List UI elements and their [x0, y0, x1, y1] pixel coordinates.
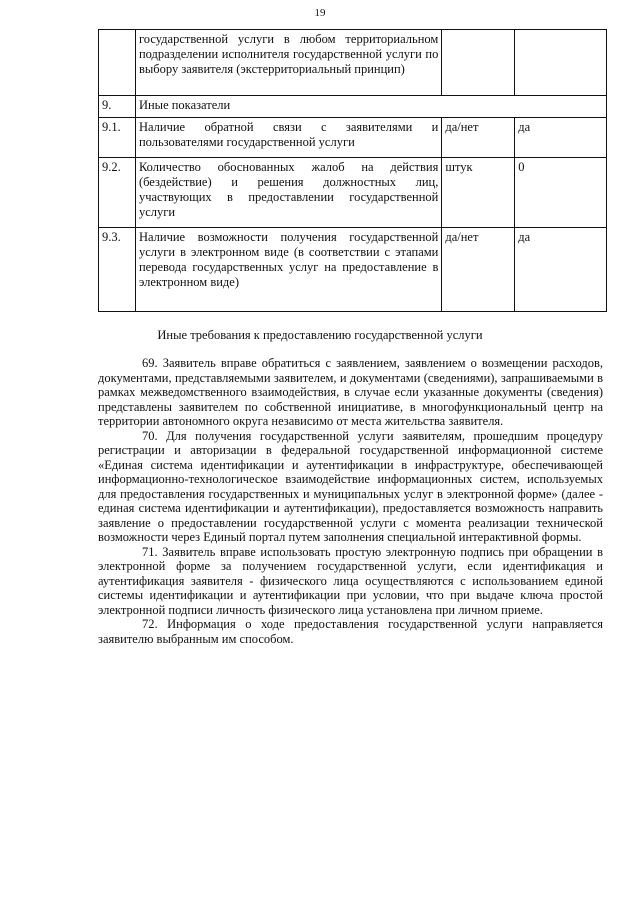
row-description: Наличие возможности получения государственной услуги в электронном виде (в соответствии с этапами перевода государственных услуг на предоставление в электронном виде) [135, 228, 441, 312]
table-row [99, 228, 607, 312]
row-number: 9.1. [99, 118, 136, 158]
row-unit: да/нет [442, 118, 515, 158]
table-row [99, 158, 607, 228]
row-description: государственной услуги в любом территориальном подразделении исполнителя государственной услуги по выбору заявителя (экстерриториальный принцип) [135, 30, 441, 96]
row-value: да [515, 118, 607, 158]
paragraph-71: 71. Заявитель вправе использовать простую электронную подпись при обращении в электронной форме за получением государственной услуги, если идентификация и аутентификация заявителя - физического лица осуществляются с использованием единой системы идентификации и аутентификации при условии, что при выдаче ключа простой электронной подписи личность физического лица установлена при личном приеме. [98, 544, 603, 617]
row-number: 9.2. [99, 158, 136, 228]
paragraph-69: 69. Заявитель вправе обратиться с заявлением, заявлением о возмещении расходов, документами, представляемыми заявителем, и документами (сведениями), запрашиваемыми в рамках межведомственного взаимодействия, в случае если указанные документы (сведения) представлены заявителем по собственной инициативе, в многофункциональный центр на территории автономного округа независимо от места жительства заявителя. [98, 356, 603, 428]
row-unit: да/нет [442, 228, 515, 312]
row-value: 0 [515, 158, 607, 228]
row-number: 9. [99, 96, 136, 118]
page-number: 19 [314, 7, 326, 19]
row-number [99, 30, 136, 96]
row-number: 9.3. [99, 228, 136, 312]
row-unit [442, 30, 515, 96]
paragraph-72: 72. Информация о ходе предоставления государственной услуги направляется заявителю выбранным им способом. [98, 617, 603, 646]
paragraph-70: 70. Для получения государственной услуги заявителям, прошедшим процедуру регистрации и авторизации в федеральной государственной информационной системе «Единая система идентификации и аутентификации в инфраструктуре, обеспечивающей информационно-технологическое взаимодействие информационных систем, используемых для предоставления государственных и муниципальных услуг в электронной форме» (далее - единая система идентификации и аутентификации), предоставляется возможность направить заявление о предоставлении государственной услуги с момента реализации технической возможности через Единый портал путем заполнения специальной интерактивной формы. [98, 428, 603, 544]
section-heading: Иные требования к предоставлению государственной услуги [157, 328, 483, 342]
row-description: Наличие обратной связи с заявителями и пользователями государственной услуги [135, 118, 441, 158]
table-row [99, 30, 607, 96]
row-value: да [515, 228, 607, 312]
row-description: Количество обоснованных жалоб на действия (бездействие) и решения должностных лиц, участвующих в предоставлении государственной услуги [135, 158, 441, 228]
row-description: Иные показатели [135, 96, 606, 118]
row-unit: штук [442, 158, 515, 228]
indicators-table [98, 29, 607, 312]
body-text [98, 356, 603, 646]
table-row [99, 96, 607, 118]
row-value [515, 30, 607, 96]
table-row [99, 118, 607, 158]
